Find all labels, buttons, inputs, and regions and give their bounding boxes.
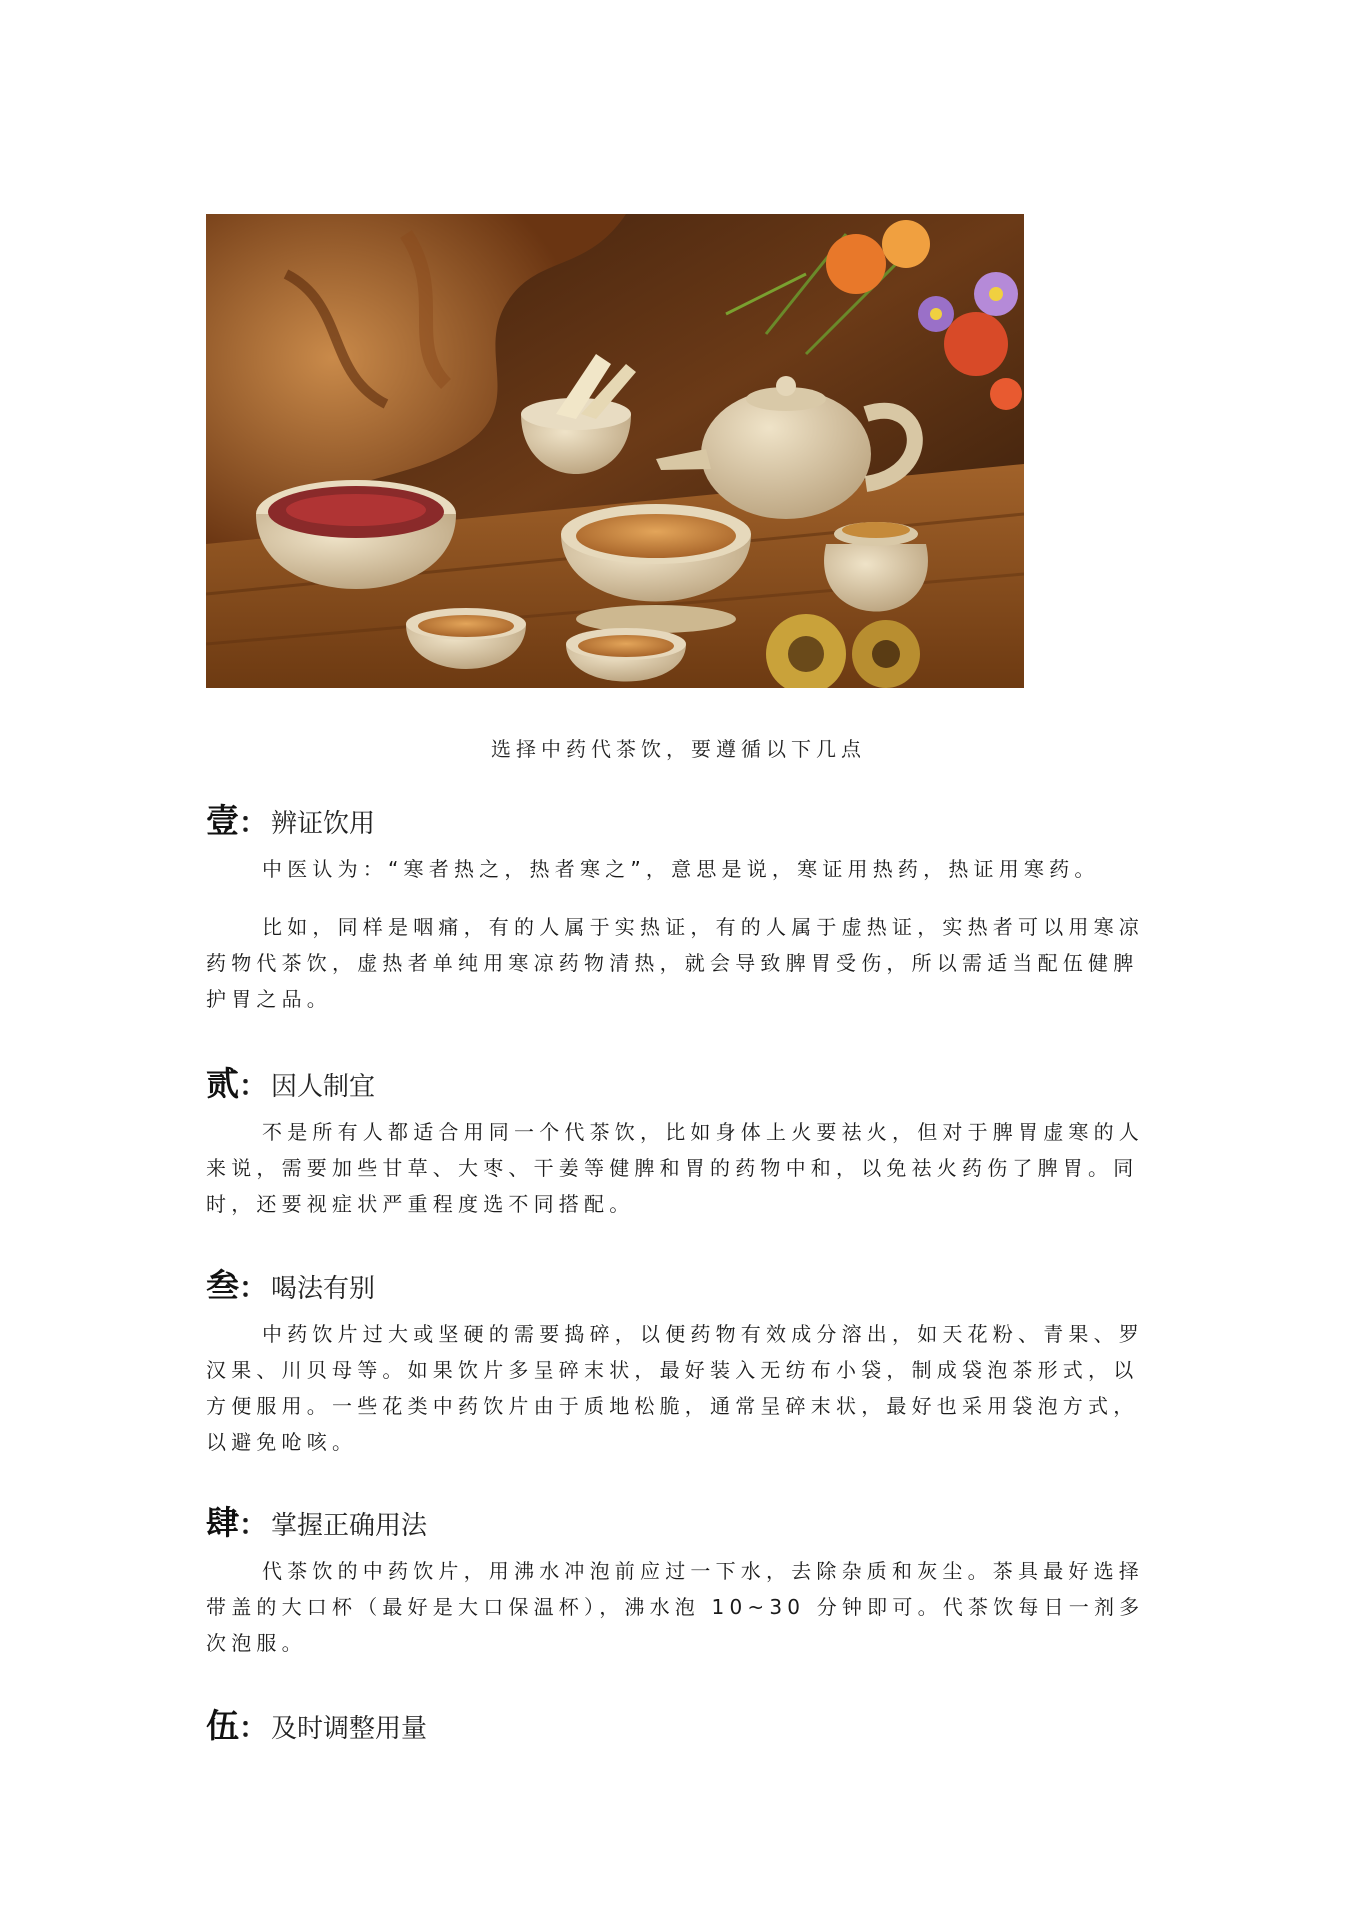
section-number: 肆 xyxy=(206,1503,239,1542)
photo-illustration xyxy=(206,214,1024,688)
paragraph: 比如，同样是咽痛，有的人属于实热证，有的人属于虚热证，实热者可以用寒凉药物代茶饮，虚热者单纯用寒凉药物清热，就会导致脾胃受伤，所以需适当配伍健脾护胃之品。 xyxy=(206,915,1144,1011)
paragraph: 中药饮片过大或坚硬的需要捣碎，以便药物有效成分溶出，如天花粉、青果、罗汉果、川贝母等。如果饮片多呈碎末状，最好装入无纺布小袋，制成袋泡茶形式，以方便服用。一些花类中药饮片由于质地松脆，通常呈碎末状，最好也采用袋泡方式，以避免呛咳。 xyxy=(206,1322,1144,1454)
photo-caption: 选择中药代茶饮，要遵循以下几点 xyxy=(491,737,866,761)
heading-colon: ： xyxy=(239,806,268,839)
paragraph: 中医认为：“寒者热之，热者寒之”，意思是说，寒证用热药，热证用寒药。 xyxy=(262,857,1100,881)
section-heading xyxy=(206,1497,1156,1541)
heading-colon: ： xyxy=(239,1711,268,1744)
section-title: 掌握正确用法 xyxy=(271,1511,428,1541)
section-title: 因人制宜 xyxy=(271,1072,376,1102)
section-heading xyxy=(206,1260,1156,1304)
section-2 xyxy=(206,1058,1156,1222)
herbal-tea-set-photo xyxy=(206,214,1024,688)
heading-colon: ： xyxy=(239,1069,268,1102)
section-title: 辨证饮用 xyxy=(271,809,376,839)
heading-colon: ： xyxy=(239,1508,268,1541)
section-1 xyxy=(206,795,1156,1017)
section-3 xyxy=(206,1260,1156,1460)
section-heading xyxy=(206,1058,1156,1102)
section-5 xyxy=(206,1700,1156,1744)
section-title: 喝法有别 xyxy=(271,1274,376,1304)
paragraph: 代茶饮的中药饮片，用沸水冲泡前应过一下水，去除杂质和灰尘。茶具最好选择带盖的大口杯（最好是大口保温杯），沸水泡 10~30 分钟即可。代茶饮每日一剂多次泡服。 xyxy=(206,1559,1145,1655)
section-number: 贰 xyxy=(206,1064,239,1103)
section-title: 及时调整用量 xyxy=(271,1714,428,1744)
section-heading xyxy=(206,1700,1156,1744)
section-number: 壹 xyxy=(206,801,239,840)
section-number: 叁 xyxy=(206,1266,239,1305)
section-4 xyxy=(206,1497,1156,1661)
section-heading xyxy=(206,795,1156,839)
paragraph: 不是所有人都适合用同一个代茶饮，比如身体上火要祛火，但对于脾胃虚寒的人来说，需要加些甘草、大枣、干姜等健脾和胃的药物中和，以免祛火药伤了脾胃。同时，还要视症状严重程度选不同搭配。 xyxy=(206,1120,1144,1216)
section-number: 伍 xyxy=(206,1706,239,1745)
heading-colon: ： xyxy=(239,1271,268,1304)
